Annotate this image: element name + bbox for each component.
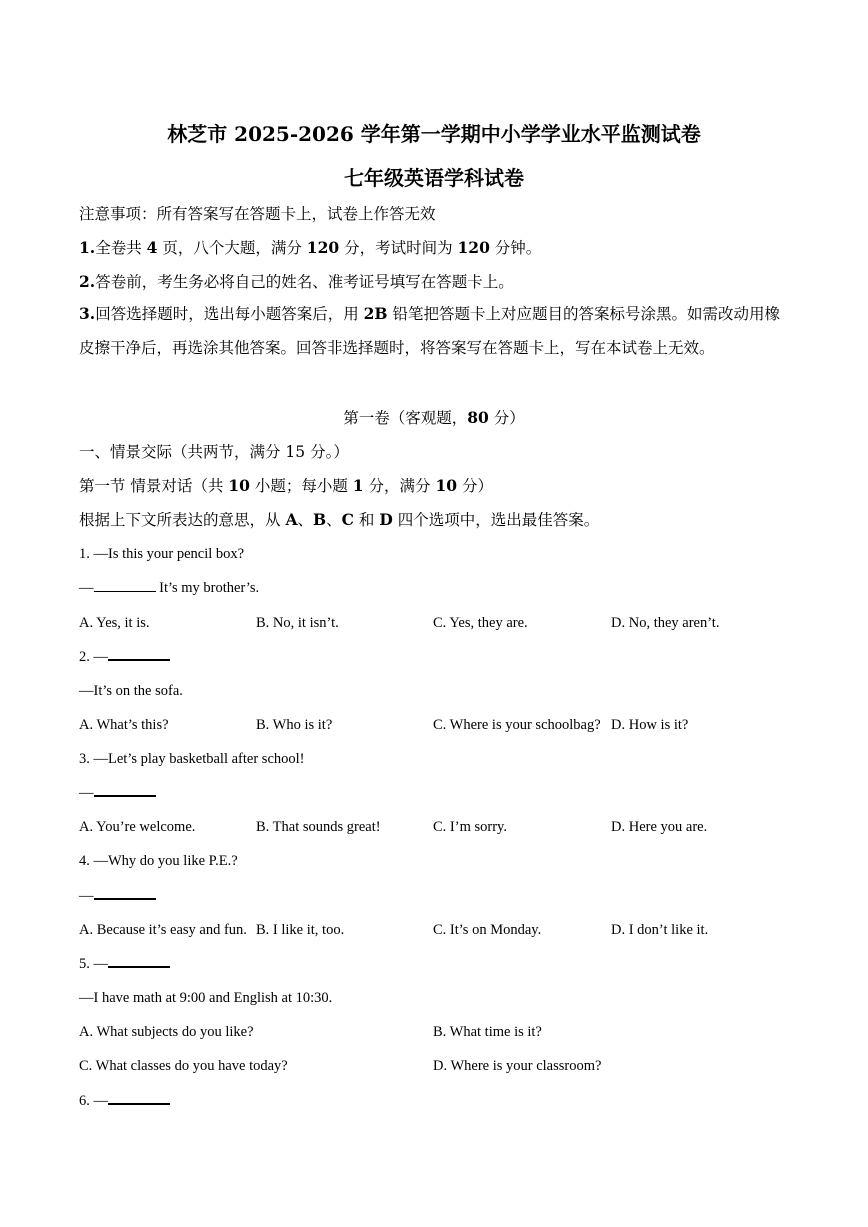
part1-heading: 第一卷（客观题，80 分） — [343, 408, 525, 427]
question-1-prompt: 1. —Is this your pencil box? — [79, 546, 245, 562]
answer-blank — [108, 954, 170, 968]
question-2-option-b: B. Who is it? — [256, 717, 333, 733]
question-3-prompt: 3. —Let’s play basketball after school! — [79, 751, 305, 767]
section1-instruction: 根据上下文所表达的意思，从 A、B、C 和 D 四个选项中，选出最佳答案。 — [79, 510, 600, 529]
question-2-option-c: C. Where is your schoolbag? — [433, 717, 601, 733]
question-2-option-a: A. What’s this? — [79, 717, 169, 733]
exam-title: 林芝市 2025-2026 学年第一学期中小学学业水平监测试卷 — [167, 122, 701, 146]
question-2-response: —It’s on the sofa. — [79, 683, 183, 699]
notice-item-3: 3.回答选择题时，选出每小题答案后，用 2B 铅笔把答题卡上对应题目的答案标号涂黑。如需改动用橡皮擦干净后，再选涂其他答案。回答非选择题时，将答案写在答题卡上，写在本试卷上无效。 — [79, 304, 780, 357]
notice-item-2: 2.答卷前，考生务必将自己的姓名、准考证号填写在答题卡上。 — [79, 272, 514, 291]
notice-item-1: 1.全卷共 4 页，八个大题，满分 120 分，考试时间为 120 分钟。 — [79, 238, 542, 257]
question-5-option-b: B. What time is it? — [433, 1024, 542, 1040]
section1-heading: 一、情景交际（共两节，满分 15 分。） — [79, 443, 349, 461]
question-4-option-c: C. It’s on Monday. — [433, 922, 542, 938]
question-6-prompt: 6. — — [79, 1091, 170, 1111]
question-3-option-b: B. That sounds great! — [256, 819, 381, 835]
question-3-option-c: C. I’m sorry. — [433, 819, 507, 835]
question-3-option-d: D. Here you are. — [611, 819, 708, 835]
question-2-prompt: 2. — — [79, 647, 170, 667]
question-1-option-c: C. Yes, they are. — [433, 615, 528, 631]
question-5-option-c: C. What classes do you have today? — [79, 1058, 288, 1074]
question-1-option-a: A. Yes, it is. — [79, 615, 150, 631]
question-3-response: — — [79, 783, 156, 803]
question-5-option-a: A. What subjects do you like? — [79, 1024, 254, 1040]
answer-blank — [94, 886, 156, 900]
question-5-option-d: D. Where is your classroom? — [433, 1058, 602, 1074]
answer-blank — [94, 783, 156, 797]
question-1-option-b: B. No, it isn’t. — [256, 615, 339, 631]
question-5-prompt: 5. — — [79, 954, 170, 974]
section1-subheading: 第一节 情景对话（共 10 小题；每小题 1 分，满分 10 分） — [79, 476, 493, 495]
question-4-response: — — [79, 886, 156, 906]
question-4-option-b: B. I like it, too. — [256, 922, 345, 938]
notice-heading: 注意事项：所有答案写在答题卡上，试卷上作答无效 — [79, 205, 436, 223]
question-5-response: —I have math at 9:00 and English at 10:30. — [79, 990, 333, 1006]
question-4-prompt: 4. —Why do you like P.E.? — [79, 853, 238, 869]
question-1-option-d: D. No, they aren’t. — [611, 615, 720, 631]
answer-blank — [108, 647, 170, 661]
answer-blank — [108, 1091, 170, 1105]
question-2-option-d: D. How is it? — [611, 717, 689, 733]
answer-blank — [94, 579, 156, 592]
question-4-option-a: A. Because it’s easy and fun. — [79, 922, 247, 938]
question-1-response: — It’s my brother’s. — [79, 580, 260, 596]
exam-subtitle: 七年级英语学科试卷 — [344, 166, 524, 190]
question-4-option-d: D. I don’t like it. — [611, 922, 709, 938]
question-3-option-a: A. You’re welcome. — [79, 819, 196, 835]
